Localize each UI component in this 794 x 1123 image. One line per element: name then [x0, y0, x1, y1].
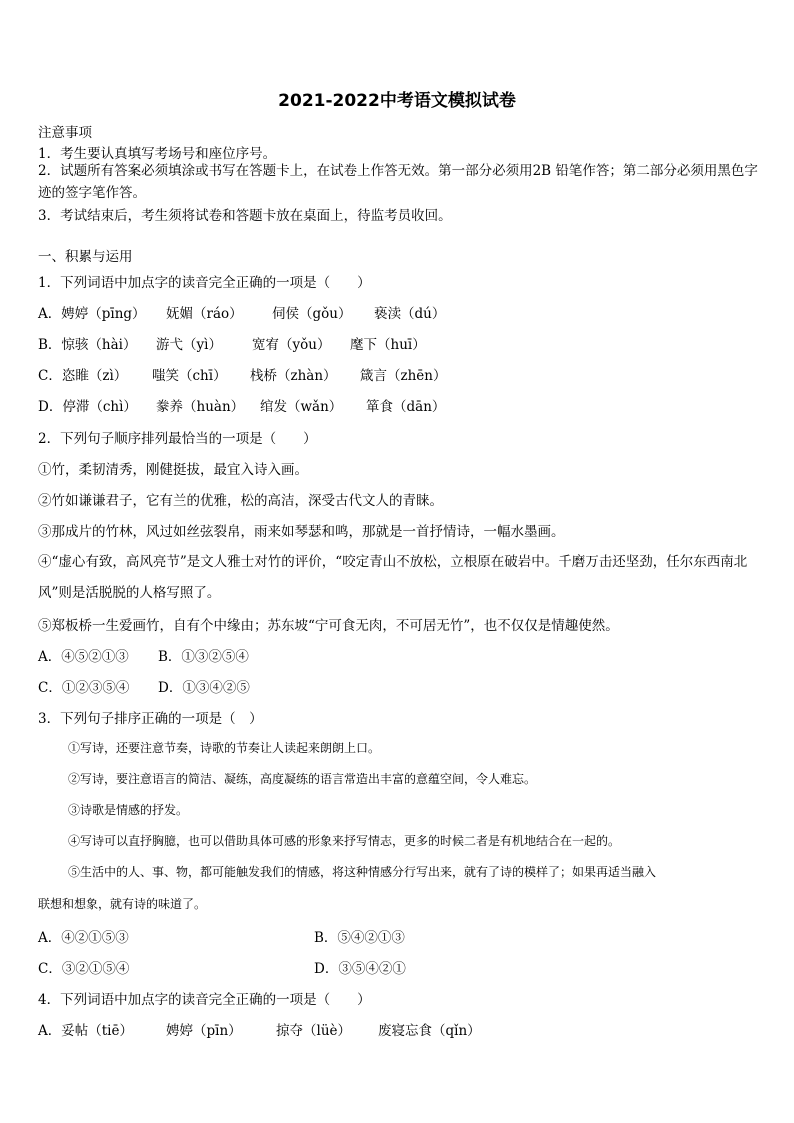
q1-c-word-4: 箴言（zhēn） [360, 368, 447, 384]
q1-b-word-2: 游弋（yì） [156, 337, 222, 353]
q1-b-word-3: 宽宥（yǒu） [252, 337, 331, 353]
q3-option-d[interactable]: D．③⑤④②① [314, 961, 406, 977]
q1-option-d[interactable] [38, 395, 445, 415]
q2-option-d[interactable]: D．①③④②⑤ [158, 680, 250, 696]
q1-c-word-3: 栈桥（zhàn） [250, 368, 337, 384]
notice-item-3: 3．考试结束后，考生须将试卷和答题卡放在桌面上，待监考员收回。 [38, 208, 452, 224]
q4-a-word-3: 掠夺（lüè） [276, 1023, 352, 1039]
q1-d-word-2: 豢养（huàn） [156, 399, 245, 415]
q3-sentence-2: ②写诗，要注意语言的简洁、凝练，高度凝练的语言常造出丰富的意蕴空间，令人难忘。 [68, 772, 537, 786]
q1-option-c[interactable] [38, 364, 447, 384]
notice-item-1: 1．考生要认真填写考场号和座位序号。 [38, 146, 277, 162]
q2-sentence-1: ①竹，柔韧清秀，刚健挺拔，最宜入诗入画。 [38, 462, 308, 478]
notice-item-2: 2．试题所有答案必须填涂或书写在答题卡上，在试卷上作答无效。第一部分必须用2B 铅笔作答；第二部分必须用黑色字迹的签字笔作答。 [38, 163, 758, 201]
q1-b-word-4: 麾下（huī） [350, 337, 426, 353]
q2-options-row-2 [38, 676, 250, 696]
q1-a-word-3: 伺侯（gǒu） [272, 306, 352, 322]
q1-d-word-1: D．停滞（chì） [38, 399, 137, 415]
q2-option-c[interactable]: C．①②③⑤④ [38, 680, 130, 696]
q3-sentence-5b: 联想和想象，就有诗的味道了。 [38, 897, 207, 911]
q1-b-word-1: B．惊骇（hài） [38, 337, 137, 353]
notice-heading: 注意事项 [38, 125, 92, 141]
q1-option-a[interactable] [38, 302, 445, 322]
q1-c-word-2: 嗤笑（chī） [152, 368, 227, 384]
q3-option-b[interactable]: B．⑤④②①③ [314, 930, 405, 946]
q3-option-c[interactable]: C．③②①⑤④ [38, 961, 130, 977]
q1-stem: 1．下列词语中加点字的读音完全正确的一项是（ ） [38, 275, 371, 291]
q1-a-word-1: A．娉婷（pīng） [38, 306, 146, 322]
q2-sentence-4: ④“虚心有致，高风亮节”是文人雅士对竹的评价，“咬定青山不放松，立根原在破岩中。千磨万击还坚劲，任尔东西南北风”则是活脱脱的人格写照了。 [38, 554, 748, 601]
q2-sentence-2: ②竹如谦谦君子，它有兰的优雅，松的高洁，深受古代文人的青睐。 [38, 493, 443, 509]
q4-stem: 4．下列词语中加点字的读音完全正确的一项是（ ） [38, 992, 371, 1008]
q3-stem: 3．下列句子排序正确的一项是（ ） [38, 711, 263, 727]
q3-option-a[interactable]: A．④②①⑤③ [38, 930, 129, 946]
q2-option-a[interactable]: A．④⑤②①③ [38, 649, 129, 665]
q1-c-word-1: C．恣睢（zì） [38, 368, 128, 384]
q1-a-word-2: 妩媚（ráo） [166, 306, 243, 322]
q3-sentence-4: ④写诗可以直抒胸臆，也可以借助具体可感的形象来抒写情志，更多的时候二者是有机地结合在一起的。 [68, 834, 621, 848]
q3-sentence-1: ①写诗，还要注意节奏，诗歌的节奏让人读起来朗朗上口。 [68, 741, 381, 755]
q4-option-a[interactable] [38, 1019, 481, 1039]
q4-a-word-2: 娉婷（pīn） [166, 1023, 242, 1039]
q2-option-b[interactable]: B．①③②⑤④ [158, 649, 249, 665]
q1-d-word-4: 箪食（dān） [366, 399, 446, 415]
q1-option-b[interactable] [38, 333, 426, 353]
q2-sentence-5: ⑤郑板桥一生爱画竹，自有个中缘由；苏东坡“宁可食无肉，不可居无竹”，也不仅仅是情趣使然。 [38, 618, 619, 634]
q3-options-row-2 [38, 957, 406, 977]
q1-d-word-3: 绾发（wǎn） [260, 399, 343, 415]
q3-sentence-3: ③诗歌是情感的抒发。 [68, 803, 189, 817]
q1-a-word-4: 亵渎（dú） [374, 306, 446, 322]
q3-sentence-5a: ⑤生活中的人、事、物，都可能触发我们的情感，将这种情感分行写出来，就有了诗的模样了；如果再适当融入 [68, 865, 657, 879]
exam-title: 2021-2022中考语文模拟试卷 [278, 91, 516, 111]
q3-options-row-1 [38, 926, 405, 946]
q2-options-row-1 [38, 645, 249, 665]
section-heading: 一、积累与运用 [38, 249, 133, 265]
q4-a-word-1: A．妥帖（tiē） [38, 1023, 133, 1039]
q2-sentence-3: ③那成片的竹林，风过如丝弦裂帛，雨来如琴瑟和鸣，那就是一首抒情诗，一幅水墨画。 [38, 524, 565, 540]
q4-a-word-4: 废寝忘食（qǐn） [378, 1023, 481, 1039]
q2-stem: 2．下列句子顺序排列最恰当的一项是（ ） [38, 431, 317, 447]
